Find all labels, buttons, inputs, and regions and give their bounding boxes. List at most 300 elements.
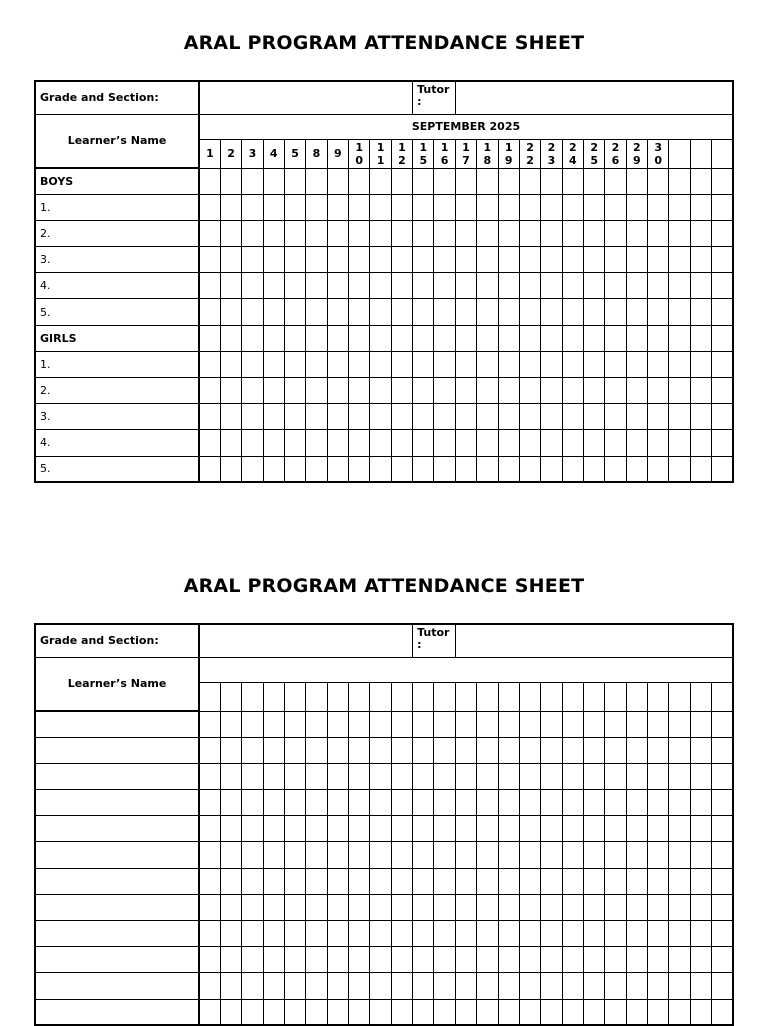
attendance-cell[interactable] <box>669 378 690 404</box>
attendance-cell[interactable] <box>413 220 434 246</box>
attendance-cell[interactable] <box>370 430 391 456</box>
attendance-cell[interactable] <box>434 430 455 456</box>
attendance-cell[interactable] <box>583 790 604 816</box>
attendance-cell[interactable] <box>541 842 562 868</box>
attendance-cell[interactable] <box>284 842 305 868</box>
attendance-cell[interactable] <box>306 711 327 737</box>
attendance-cell[interactable] <box>199 456 220 482</box>
attendance-cell[interactable] <box>626 404 647 430</box>
attendance-cell[interactable] <box>263 790 284 816</box>
attendance-cell[interactable] <box>242 299 263 325</box>
attendance-cell[interactable] <box>327 325 348 351</box>
attendance-cell[interactable] <box>626 868 647 894</box>
attendance-cell[interactable] <box>284 737 305 763</box>
attendance-cell[interactable] <box>306 868 327 894</box>
attendance-cell[interactable] <box>690 921 711 947</box>
attendance-cell[interactable] <box>349 842 370 868</box>
attendance-cell[interactable] <box>284 299 305 325</box>
attendance-cell[interactable] <box>605 947 626 973</box>
attendance-cell[interactable] <box>284 868 305 894</box>
attendance-cell[interactable] <box>605 711 626 737</box>
attendance-cell[interactable] <box>605 404 626 430</box>
attendance-cell[interactable] <box>477 999 498 1025</box>
attendance-cell[interactable] <box>370 168 391 194</box>
attendance-cell[interactable] <box>690 351 711 377</box>
attendance-cell[interactable] <box>220 378 241 404</box>
attendance-cell[interactable] <box>605 194 626 220</box>
attendance-cell[interactable] <box>242 247 263 273</box>
attendance-cell[interactable] <box>583 325 604 351</box>
attendance-cell[interactable] <box>242 816 263 842</box>
attendance-cell[interactable] <box>349 737 370 763</box>
attendance-cell[interactable] <box>327 168 348 194</box>
attendance-cell[interactable] <box>519 842 540 868</box>
attendance-cell[interactable] <box>413 737 434 763</box>
attendance-cell[interactable] <box>648 351 669 377</box>
learner-name-cell[interactable] <box>35 868 199 894</box>
attendance-cell[interactable] <box>583 273 604 299</box>
attendance-cell[interactable] <box>541 816 562 842</box>
attendance-cell[interactable] <box>519 763 540 789</box>
attendance-cell[interactable] <box>327 351 348 377</box>
attendance-cell[interactable] <box>199 711 220 737</box>
attendance-cell[interactable] <box>349 351 370 377</box>
attendance-cell[interactable] <box>391 868 412 894</box>
attendance-cell[interactable] <box>690 973 711 999</box>
attendance-cell[interactable] <box>220 168 241 194</box>
attendance-cell[interactable] <box>712 894 733 920</box>
attendance-cell[interactable] <box>712 220 733 246</box>
attendance-cell[interactable] <box>498 273 519 299</box>
attendance-cell[interactable] <box>413 273 434 299</box>
attendance-cell[interactable] <box>583 973 604 999</box>
attendance-cell[interactable] <box>391 763 412 789</box>
attendance-cell[interactable] <box>712 868 733 894</box>
attendance-cell[interactable] <box>498 763 519 789</box>
attendance-cell[interactable] <box>605 790 626 816</box>
attendance-cell[interactable] <box>306 194 327 220</box>
attendance-cell[interactable] <box>370 194 391 220</box>
attendance-cell[interactable] <box>370 220 391 246</box>
attendance-cell[interactable] <box>220 737 241 763</box>
attendance-cell[interactable] <box>583 999 604 1025</box>
attendance-cell[interactable] <box>242 737 263 763</box>
attendance-cell[interactable] <box>220 404 241 430</box>
attendance-cell[interactable] <box>391 325 412 351</box>
attendance-cell[interactable] <box>541 456 562 482</box>
attendance-cell[interactable] <box>327 947 348 973</box>
attendance-cell[interactable] <box>413 842 434 868</box>
attendance-cell[interactable] <box>583 247 604 273</box>
attendance-cell[interactable] <box>498 921 519 947</box>
attendance-cell[interactable] <box>562 456 583 482</box>
attendance-cell[interactable] <box>327 999 348 1025</box>
attendance-cell[interactable] <box>712 973 733 999</box>
attendance-cell[interactable] <box>455 351 476 377</box>
attendance-cell[interactable] <box>498 737 519 763</box>
attendance-cell[interactable] <box>498 790 519 816</box>
attendance-cell[interactable] <box>434 220 455 246</box>
attendance-cell[interactable] <box>306 220 327 246</box>
attendance-cell[interactable] <box>242 763 263 789</box>
attendance-cell[interactable] <box>690 299 711 325</box>
attendance-cell[interactable] <box>220 456 241 482</box>
attendance-cell[interactable] <box>284 220 305 246</box>
attendance-cell[interactable] <box>648 168 669 194</box>
attendance-cell[interactable] <box>306 737 327 763</box>
learner-name-cell[interactable] <box>35 737 199 763</box>
learner-name-cell[interactable] <box>35 947 199 973</box>
attendance-cell[interactable] <box>413 790 434 816</box>
attendance-cell[interactable] <box>690 947 711 973</box>
attendance-cell[interactable] <box>583 456 604 482</box>
attendance-cell[interactable] <box>284 273 305 299</box>
attendance-cell[interactable] <box>327 973 348 999</box>
attendance-cell[interactable] <box>690 711 711 737</box>
attendance-cell[interactable] <box>434 299 455 325</box>
attendance-cell[interactable] <box>605 168 626 194</box>
attendance-cell[interactable] <box>519 247 540 273</box>
attendance-cell[interactable] <box>327 456 348 482</box>
attendance-cell[interactable] <box>306 894 327 920</box>
attendance-cell[interactable] <box>306 351 327 377</box>
attendance-cell[interactable] <box>626 842 647 868</box>
attendance-cell[interactable] <box>605 430 626 456</box>
attendance-cell[interactable] <box>349 711 370 737</box>
attendance-cell[interactable] <box>349 430 370 456</box>
attendance-cell[interactable] <box>583 894 604 920</box>
attendance-cell[interactable] <box>455 325 476 351</box>
attendance-cell[interactable] <box>434 711 455 737</box>
attendance-cell[interactable] <box>434 842 455 868</box>
attendance-cell[interactable] <box>327 790 348 816</box>
attendance-cell[interactable] <box>541 763 562 789</box>
attendance-cell[interactable] <box>434 404 455 430</box>
attendance-cell[interactable] <box>690 168 711 194</box>
attendance-cell[interactable] <box>306 325 327 351</box>
attendance-cell[interactable] <box>284 430 305 456</box>
attendance-cell[interactable] <box>327 711 348 737</box>
attendance-cell[interactable] <box>370 790 391 816</box>
attendance-cell[interactable] <box>541 378 562 404</box>
attendance-cell[interactable] <box>434 816 455 842</box>
attendance-cell[interactable] <box>284 790 305 816</box>
attendance-cell[interactable] <box>562 999 583 1025</box>
attendance-cell[interactable] <box>626 273 647 299</box>
attendance-cell[interactable] <box>669 168 690 194</box>
attendance-cell[interactable] <box>413 868 434 894</box>
attendance-cell[interactable] <box>519 816 540 842</box>
attendance-cell[interactable] <box>413 999 434 1025</box>
attendance-cell[interactable] <box>455 842 476 868</box>
attendance-cell[interactable] <box>519 404 540 430</box>
attendance-cell[interactable] <box>690 790 711 816</box>
attendance-cell[interactable] <box>648 194 669 220</box>
attendance-cell[interactable] <box>541 894 562 920</box>
attendance-cell[interactable] <box>434 999 455 1025</box>
attendance-cell[interactable] <box>648 816 669 842</box>
attendance-cell[interactable] <box>562 842 583 868</box>
attendance-cell[interactable] <box>263 921 284 947</box>
attendance-cell[interactable] <box>455 790 476 816</box>
attendance-cell[interactable] <box>519 430 540 456</box>
attendance-cell[interactable] <box>519 947 540 973</box>
attendance-cell[interactable] <box>242 711 263 737</box>
attendance-cell[interactable] <box>455 273 476 299</box>
attendance-cell[interactable] <box>391 947 412 973</box>
attendance-cell[interactable] <box>648 711 669 737</box>
attendance-cell[interactable] <box>648 894 669 920</box>
attendance-cell[interactable] <box>220 325 241 351</box>
attendance-cell[interactable] <box>477 711 498 737</box>
attendance-cell[interactable] <box>327 868 348 894</box>
attendance-cell[interactable] <box>391 247 412 273</box>
attendance-cell[interactable] <box>605 299 626 325</box>
attendance-cell[interactable] <box>199 973 220 999</box>
attendance-cell[interactable] <box>242 894 263 920</box>
attendance-cell[interactable] <box>413 947 434 973</box>
attendance-cell[interactable] <box>370 299 391 325</box>
attendance-cell[interactable] <box>434 921 455 947</box>
attendance-cell[interactable] <box>455 711 476 737</box>
attendance-cell[interactable] <box>455 973 476 999</box>
attendance-cell[interactable] <box>391 816 412 842</box>
attendance-cell[interactable] <box>370 247 391 273</box>
attendance-cell[interactable] <box>562 868 583 894</box>
attendance-cell[interactable] <box>562 763 583 789</box>
attendance-cell[interactable] <box>562 921 583 947</box>
attendance-cell[interactable] <box>519 868 540 894</box>
attendance-cell[interactable] <box>434 790 455 816</box>
attendance-cell[interactable] <box>284 168 305 194</box>
attendance-cell[interactable] <box>263 351 284 377</box>
attendance-cell[interactable] <box>626 378 647 404</box>
attendance-cell[interactable] <box>455 921 476 947</box>
attendance-cell[interactable] <box>583 842 604 868</box>
learner-name-cell[interactable] <box>35 790 199 816</box>
attendance-cell[interactable] <box>391 194 412 220</box>
attendance-cell[interactable] <box>242 842 263 868</box>
attendance-cell[interactable] <box>669 430 690 456</box>
attendance-cell[interactable] <box>220 947 241 973</box>
attendance-cell[interactable] <box>519 378 540 404</box>
attendance-cell[interactable] <box>519 973 540 999</box>
attendance-cell[interactable] <box>199 299 220 325</box>
attendance-cell[interactable] <box>605 816 626 842</box>
attendance-cell[interactable] <box>434 247 455 273</box>
attendance-cell[interactable] <box>669 816 690 842</box>
attendance-cell[interactable] <box>669 273 690 299</box>
attendance-cell[interactable] <box>519 999 540 1025</box>
attendance-cell[interactable] <box>498 404 519 430</box>
attendance-cell[interactable] <box>712 763 733 789</box>
attendance-cell[interactable] <box>199 325 220 351</box>
attendance-cell[interactable] <box>477 763 498 789</box>
attendance-cell[interactable] <box>413 456 434 482</box>
attendance-cell[interactable] <box>263 299 284 325</box>
attendance-cell[interactable] <box>498 220 519 246</box>
attendance-cell[interactable] <box>370 737 391 763</box>
attendance-cell[interactable] <box>583 351 604 377</box>
attendance-cell[interactable] <box>562 790 583 816</box>
attendance-cell[interactable] <box>498 868 519 894</box>
attendance-cell[interactable] <box>648 378 669 404</box>
attendance-cell[interactable] <box>562 168 583 194</box>
attendance-cell[interactable] <box>327 894 348 920</box>
attendance-cell[interactable] <box>690 763 711 789</box>
attendance-cell[interactable] <box>541 299 562 325</box>
attendance-cell[interactable] <box>284 194 305 220</box>
grade-section-field[interactable] <box>199 81 413 114</box>
attendance-cell[interactable] <box>626 220 647 246</box>
attendance-cell[interactable] <box>498 325 519 351</box>
attendance-cell[interactable] <box>370 404 391 430</box>
attendance-cell[interactable] <box>284 816 305 842</box>
attendance-cell[interactable] <box>263 194 284 220</box>
attendance-cell[interactable] <box>498 168 519 194</box>
attendance-cell[interactable] <box>712 351 733 377</box>
attendance-cell[interactable] <box>669 947 690 973</box>
attendance-cell[interactable] <box>455 763 476 789</box>
attendance-cell[interactable] <box>284 378 305 404</box>
learner-name-cell[interactable]: 2. <box>35 378 199 404</box>
attendance-cell[interactable] <box>626 790 647 816</box>
attendance-cell[interactable] <box>263 973 284 999</box>
attendance-cell[interactable] <box>477 351 498 377</box>
attendance-cell[interactable] <box>605 842 626 868</box>
attendance-cell[interactable] <box>583 194 604 220</box>
attendance-cell[interactable] <box>690 868 711 894</box>
attendance-cell[interactable] <box>605 921 626 947</box>
attendance-cell[interactable] <box>626 299 647 325</box>
attendance-cell[interactable] <box>455 299 476 325</box>
attendance-cell[interactable] <box>455 404 476 430</box>
attendance-cell[interactable] <box>391 430 412 456</box>
attendance-cell[interactable] <box>455 816 476 842</box>
attendance-cell[interactable] <box>648 999 669 1025</box>
attendance-cell[interactable] <box>263 763 284 789</box>
attendance-cell[interactable] <box>583 430 604 456</box>
attendance-cell[interactable] <box>712 168 733 194</box>
attendance-cell[interactable] <box>370 842 391 868</box>
attendance-cell[interactable] <box>583 947 604 973</box>
attendance-cell[interactable] <box>284 947 305 973</box>
attendance-cell[interactable] <box>220 868 241 894</box>
attendance-cell[interactable] <box>220 973 241 999</box>
attendance-cell[interactable] <box>648 763 669 789</box>
attendance-cell[interactable] <box>519 273 540 299</box>
learner-name-cell[interactable]: 3. <box>35 247 199 273</box>
attendance-cell[interactable] <box>712 247 733 273</box>
attendance-cell[interactable] <box>391 737 412 763</box>
learner-name-cell[interactable] <box>35 894 199 920</box>
attendance-cell[interactable] <box>327 247 348 273</box>
attendance-cell[interactable] <box>690 842 711 868</box>
attendance-cell[interactable] <box>242 194 263 220</box>
attendance-cell[interactable] <box>669 456 690 482</box>
attendance-cell[interactable] <box>519 194 540 220</box>
attendance-cell[interactable] <box>370 711 391 737</box>
learner-name-cell[interactable] <box>35 999 199 1025</box>
attendance-cell[interactable] <box>477 194 498 220</box>
attendance-cell[interactable] <box>284 973 305 999</box>
attendance-cell[interactable] <box>626 737 647 763</box>
attendance-cell[interactable] <box>370 763 391 789</box>
attendance-cell[interactable] <box>391 894 412 920</box>
attendance-cell[interactable] <box>391 999 412 1025</box>
attendance-cell[interactable] <box>498 947 519 973</box>
attendance-cell[interactable] <box>263 894 284 920</box>
attendance-cell[interactable] <box>284 711 305 737</box>
attendance-cell[interactable] <box>562 325 583 351</box>
attendance-cell[interactable] <box>498 973 519 999</box>
attendance-cell[interactable] <box>263 325 284 351</box>
attendance-cell[interactable] <box>583 816 604 842</box>
attendance-cell[interactable] <box>263 247 284 273</box>
attendance-cell[interactable] <box>306 947 327 973</box>
attendance-cell[interactable] <box>349 168 370 194</box>
attendance-cell[interactable] <box>626 999 647 1025</box>
learner-name-cell[interactable] <box>35 816 199 842</box>
attendance-cell[interactable] <box>327 299 348 325</box>
attendance-cell[interactable] <box>648 947 669 973</box>
attendance-cell[interactable] <box>349 894 370 920</box>
attendance-cell[interactable] <box>199 921 220 947</box>
attendance-cell[interactable] <box>391 220 412 246</box>
learner-name-cell[interactable]: 5. <box>35 299 199 325</box>
learner-name-cell[interactable] <box>35 842 199 868</box>
attendance-cell[interactable] <box>306 430 327 456</box>
attendance-cell[interactable] <box>562 816 583 842</box>
attendance-cell[interactable] <box>498 894 519 920</box>
attendance-cell[interactable] <box>605 868 626 894</box>
attendance-cell[interactable] <box>327 842 348 868</box>
attendance-cell[interactable] <box>648 921 669 947</box>
attendance-cell[interactable] <box>455 999 476 1025</box>
attendance-cell[interactable] <box>712 921 733 947</box>
attendance-cell[interactable] <box>263 737 284 763</box>
attendance-cell[interactable] <box>477 299 498 325</box>
attendance-cell[interactable] <box>242 378 263 404</box>
attendance-cell[interactable] <box>199 273 220 299</box>
attendance-cell[interactable] <box>263 404 284 430</box>
attendance-cell[interactable] <box>263 273 284 299</box>
attendance-cell[interactable] <box>605 737 626 763</box>
attendance-cell[interactable] <box>391 973 412 999</box>
attendance-cell[interactable] <box>391 921 412 947</box>
attendance-cell[interactable] <box>455 194 476 220</box>
attendance-cell[interactable] <box>562 737 583 763</box>
attendance-cell[interactable] <box>370 325 391 351</box>
attendance-cell[interactable] <box>263 999 284 1025</box>
attendance-cell[interactable] <box>220 430 241 456</box>
attendance-cell[interactable] <box>477 430 498 456</box>
attendance-cell[interactable] <box>583 921 604 947</box>
attendance-cell[interactable] <box>284 456 305 482</box>
attendance-cell[interactable] <box>562 430 583 456</box>
attendance-cell[interactable] <box>477 973 498 999</box>
attendance-cell[interactable] <box>434 868 455 894</box>
attendance-cell[interactable] <box>349 816 370 842</box>
attendance-cell[interactable] <box>648 737 669 763</box>
attendance-cell[interactable] <box>199 168 220 194</box>
attendance-cell[interactable] <box>349 220 370 246</box>
attendance-cell[interactable] <box>519 220 540 246</box>
attendance-cell[interactable] <box>605 325 626 351</box>
attendance-cell[interactable] <box>626 456 647 482</box>
attendance-cell[interactable] <box>306 456 327 482</box>
attendance-cell[interactable] <box>712 404 733 430</box>
